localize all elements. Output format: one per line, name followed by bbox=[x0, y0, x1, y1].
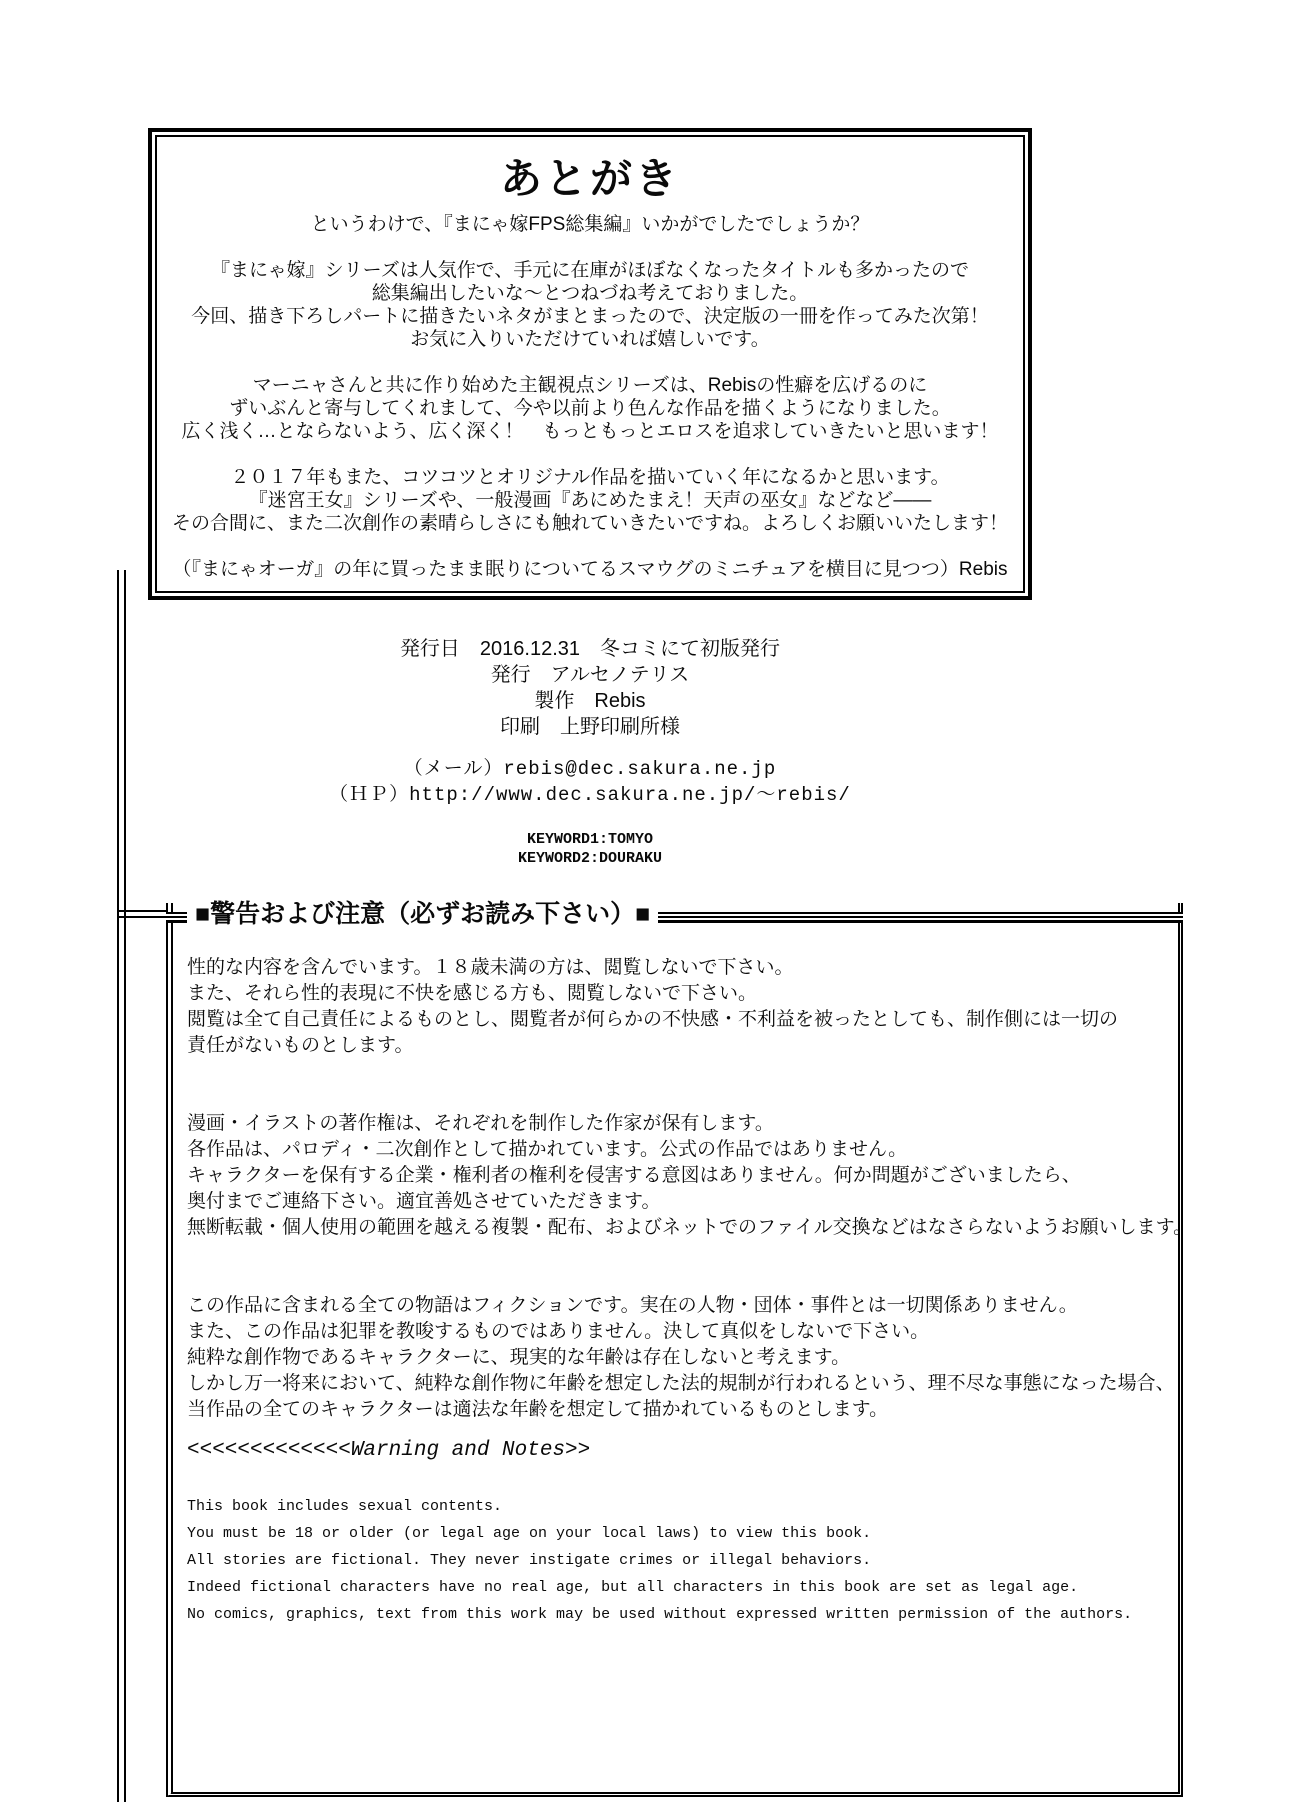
warning-japanese-line: 純粋な創作物であるキャラクターに、現実的な年齢は存在しないと考えます。 bbox=[187, 1347, 851, 1368]
publication-line: 発行日 2016.12.31 冬コミにて初版発行 bbox=[399, 638, 781, 660]
warning-english-line: Indeed fictional characters have no real age, but all characters in this book are set as legal age. bbox=[187, 1579, 1079, 1596]
keyword-line: KEYWORD1:TOMYO bbox=[526, 831, 654, 848]
warning-body bbox=[187, 955, 1193, 1628]
warning-header: ■警告および注意（必ずお読み下さい）■ bbox=[187, 897, 658, 931]
afterword-line: ２０１７年もまた、コツコツとオリジナル作品を描いていく年になるかと思います。 bbox=[230, 467, 950, 488]
afterword-line: 『迷宮王女』シリーズや、一般漫画『あにめたまえ！天声の巫女』などなど―― bbox=[248, 490, 932, 511]
warning-japanese-line bbox=[187, 1267, 1168, 1293]
afterword-box bbox=[148, 128, 1032, 600]
frame-connector-line bbox=[117, 910, 166, 918]
warning-japanese-line bbox=[187, 1085, 1168, 1111]
afterword-line: 今回、描き下ろしパートに描きたいネタがまとまったので、決定版の一冊を作ってみた次第！ bbox=[191, 306, 989, 327]
warning-english-line: This book includes sexual contents. bbox=[187, 1498, 503, 1515]
publication-line: 印刷 上野印刷所様 bbox=[500, 716, 680, 738]
contact-info bbox=[148, 756, 1032, 808]
afterword-line: お気に入りいただけていれば嬉しいです。 bbox=[410, 329, 770, 350]
afterword-line bbox=[157, 351, 1023, 374]
warning-japanese-line bbox=[187, 1059, 1168, 1085]
publication-line: 製作 Rebis bbox=[534, 690, 646, 712]
afterword-box-inner bbox=[155, 135, 1025, 593]
warning-japanese-line: この作品に含まれる全ての物語はフィクションです。実在の人物・団体・事件とは一切関係ありません。 bbox=[187, 1295, 1078, 1316]
warning-japanese-line: 奥付までご連絡下さい。適宜善処させていただきます。 bbox=[187, 1191, 661, 1212]
afterword-line: ずいぶんと寄与してくれまして、今や以前より色んな作品を描くようになりました。 bbox=[229, 398, 951, 419]
warning-japanese-line: また、この作品は犯罪を教唆するものではありません。決して真似をしないで下さい。 bbox=[187, 1321, 930, 1342]
warning-english-line: No comics, graphics, text from this work may be used without expressed written permission of the authors. bbox=[187, 1606, 1133, 1623]
warning-japanese-line: 各作品は、パロディ・二次創作として描かれています。公式の作品ではありません。 bbox=[187, 1139, 908, 1160]
afterword-line: マーニャさんと共に作り始めた主観視点シリーズは、Rebisの性癖を広げるのに bbox=[252, 375, 928, 396]
warning-japanese-line: 漫画・イラストの著作権は、それぞれを制作した作家が保有します。 bbox=[187, 1113, 774, 1134]
afterword-line: 『まにゃ嫁』シリーズは人気作で、手元に在庫がほぼなくなったタイトルも多かったので bbox=[211, 260, 969, 281]
warning-english-heading: <<<<<<<<<<<<<Warning and Notes>> bbox=[187, 1439, 591, 1462]
warning-japanese-line: しかし万一将来において、純粋な創作物に年齢を想定した法的規制が行われるという、理不尽な事態になった場合、 bbox=[187, 1373, 1175, 1394]
warning-japanese-line: 閲覧は全て自己責任によるものとし、閲覧者が何らかの不快感・不利益を被ったとしても、制作側には一切の bbox=[187, 1009, 1119, 1030]
warning-japanese-line: 当作品の全てのキャラクターは適法な年齢を想定して描かれているものとします。 bbox=[187, 1399, 889, 1420]
warning-english-line: You must be 18 or older (or legal age on your local laws) to view this book. bbox=[187, 1525, 872, 1542]
warning-japanese-line: 責任がないものとします。 bbox=[187, 1035, 414, 1056]
afterword-line: というわけで、『まにゃ嫁FPS総集編』いかがでしたでしょうか？ bbox=[310, 214, 870, 235]
warning-english-text bbox=[187, 1493, 1168, 1628]
warning-japanese-line: 無断転載・個人使用の範囲を越える複製・配布、およびネットでのファイル交換などはなさらないようお願いします。 bbox=[187, 1217, 1193, 1238]
afterword-line bbox=[157, 443, 1023, 466]
warning-english-line: All stories are fictional. They never instigate crimes or illegal behaviors. bbox=[187, 1552, 872, 1569]
afterword-line: 広く浅く…とならないよう、広く深く！ もっともっとエロスを追求していきたいと思います！ bbox=[181, 421, 999, 442]
afterword-line: その合間に、また二次創作の素晴らしさにも触れていきたいですね。よろしくお願いいたします！ bbox=[171, 513, 1008, 534]
colophon bbox=[148, 636, 1032, 868]
publication-info bbox=[148, 636, 1032, 740]
warning-japanese-line: キャラクターを保有する企業・権利者の権利を侵害する意図はありません。何か問題がございましたら、 bbox=[187, 1165, 1081, 1186]
afterword-text bbox=[157, 213, 1023, 581]
publication-line: 発行 アルセノテリス bbox=[490, 664, 690, 686]
afterword-line: 総集編出したいな～とつねづね考えておりました。 bbox=[371, 283, 809, 304]
left-frame-line bbox=[117, 570, 126, 1802]
warning-japanese-text bbox=[187, 955, 1193, 1423]
keyword-list bbox=[148, 830, 1032, 868]
contact-line: （メール）rebis@dec.sakura.ne.jp bbox=[403, 758, 777, 780]
warning-japanese-line bbox=[187, 1241, 1168, 1267]
keyword-line: KEYWORD2:DOURAKU bbox=[517, 850, 663, 867]
warning-japanese-line: また、それら性的表現に不快を感じる方も、閲覧しないで下さい。 bbox=[187, 983, 758, 1004]
afterword-line bbox=[157, 236, 1023, 259]
afterword-line bbox=[157, 535, 1023, 558]
afterword-title: あとがき bbox=[499, 155, 680, 202]
warning-japanese-line: 性的な内容を含んでいます。１８歳未満の方は、閲覧しないで下さい。 bbox=[187, 957, 794, 978]
afterword-line: （『まにゃオーガ』の年に買ったまま眠りについてるスマウグのミニチュアを横目に見つつ）Rebis bbox=[172, 559, 1008, 580]
warning-box bbox=[166, 900, 1193, 1797]
contact-line: （ＨＰ）http://www.dec.sakura.ne.jp/～rebis/ bbox=[329, 784, 851, 806]
